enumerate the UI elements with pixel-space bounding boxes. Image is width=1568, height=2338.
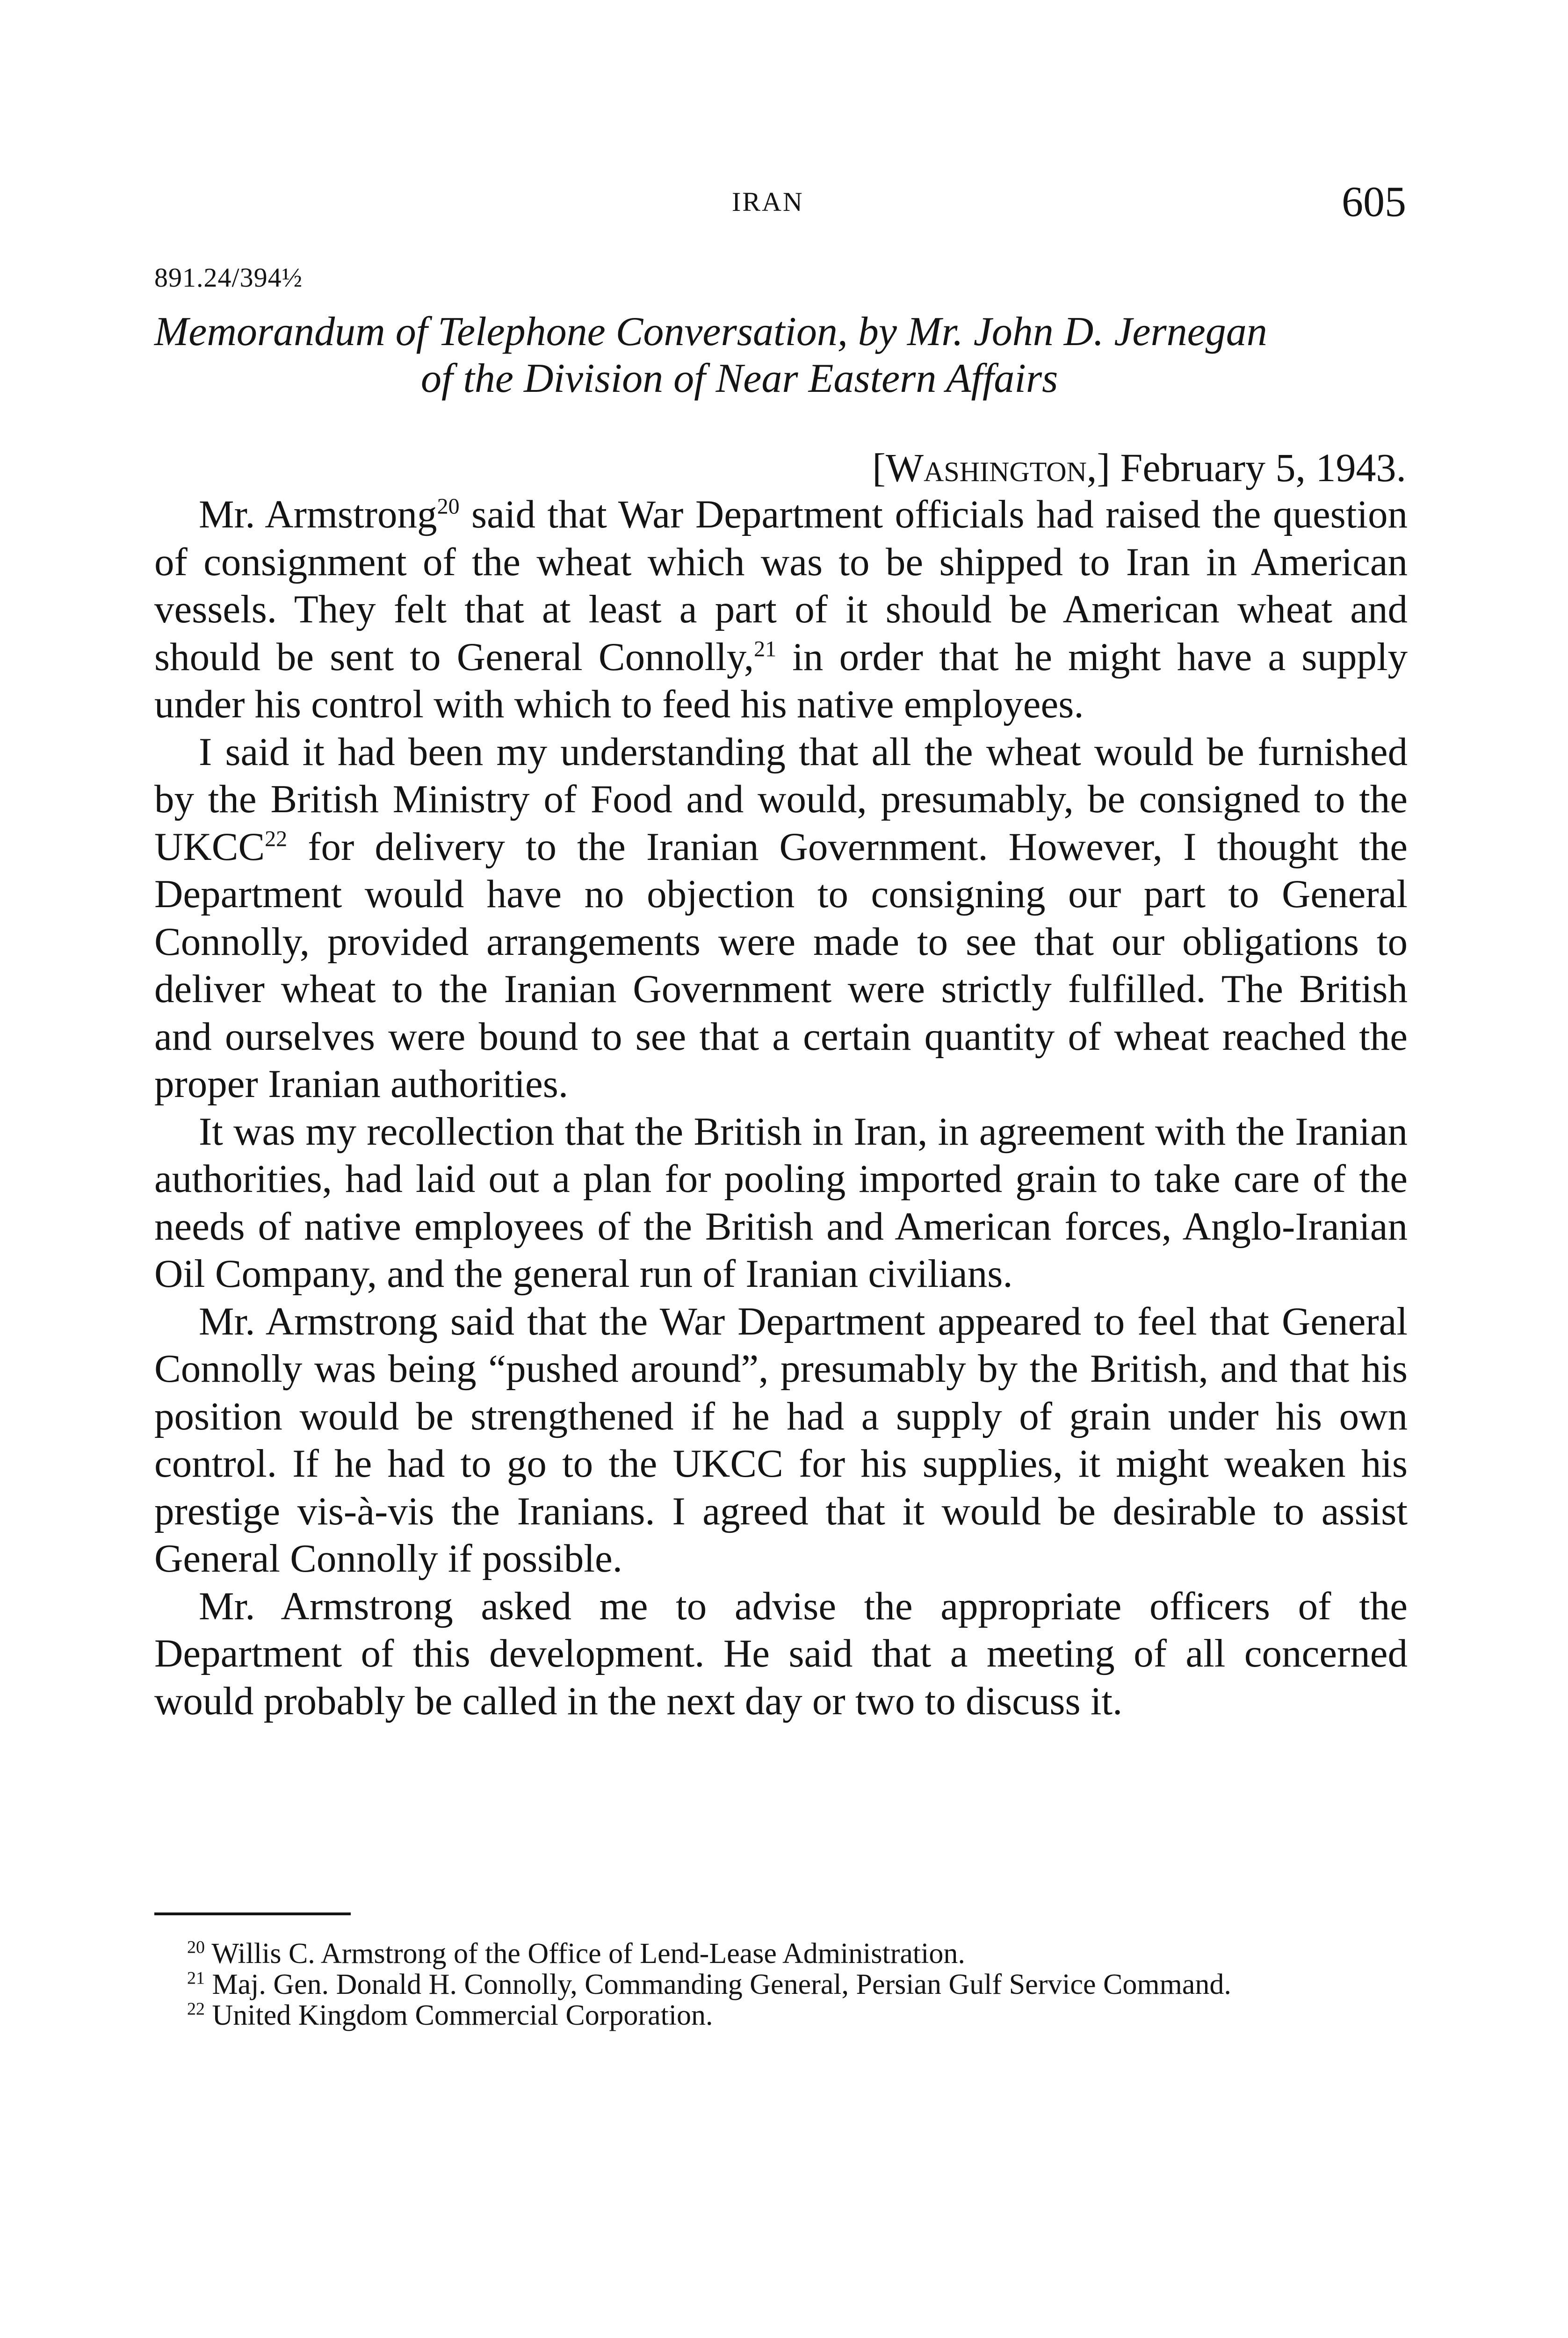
paragraph-3: It was my recollection that the British in Iran, in agreement with the Iranian authorities, had laid out a plan for pooling imported grain to take care of the needs of native employees of the British and American forces, Anglo-Iranian Oil Company, and the general run of Iranian civilians. (154, 1109, 1408, 1296)
footnote-text: United Kingdom Commercial Corporation. (212, 1999, 713, 2031)
dateline-place: [Washington,] (872, 445, 1111, 490)
footnote-ref-22: 22 (265, 826, 288, 851)
footnote-marker: 21 (187, 1968, 205, 1988)
document-title (154, 309, 1412, 402)
paragraph-5: Mr. Armstrong asked me to advise the appropriate officers of the Department of this development. He said that a meeting of all concerned would probably be called in the next day or two to discuss it. (154, 1584, 1408, 1723)
footnote-ref-21: 21 (754, 636, 777, 662)
paragraph-1-text-b: said that War Department officials had raised the question of consignment of the wheat which was to be shipped to Iran in American vessels. They felt that at least a part of it should be American wheat and should be sent to General Connolly, (154, 492, 1408, 679)
page-number: 605 (1342, 178, 1406, 225)
document-title-line-2: of the Division of Near Eastern Affairs (421, 356, 1058, 401)
footnote-divider (154, 1912, 351, 1915)
memorandum-body (154, 491, 1408, 1725)
footnote-marker: 20 (187, 1937, 205, 1957)
paragraph-1 (154, 491, 1408, 729)
paragraph-1-text-a: Mr. Armstrong (199, 492, 437, 536)
footnote-ref-20: 20 (437, 494, 460, 519)
dateline (872, 444, 1406, 491)
document-title-line-1: Memorandum of Telephone Conversation, by Mr. John D. Jernegan (154, 309, 1267, 354)
running-head (0, 177, 1568, 224)
footnote-20 (154, 1938, 1408, 1969)
footnotes (154, 1938, 1408, 2031)
paragraph-2-text-a: I said it had been my understanding that all the wheat would be furnished by the British Ministry of Food and would, presumably, be consigned to the UKCC (154, 729, 1408, 869)
footnote-21 (154, 1969, 1408, 2000)
paragraph-1-text-c: in order that he might have a supply under his control with which to feed his native employees. (154, 635, 1408, 726)
paragraph-2 (154, 729, 1408, 1108)
dateline-date: February 5, 1943. (1120, 445, 1406, 490)
footnote-text: Willis C. Armstrong of the Office of Lend-Lease Administration. (211, 1938, 965, 1970)
file-number: 891.24/394½ (154, 262, 303, 293)
running-head-title: IRAN (732, 187, 804, 217)
footnote-22 (154, 2000, 1408, 2031)
footnote-marker: 22 (187, 1999, 205, 2019)
paragraph-2-text-b: for delivery to the Iranian Government. However, I thought the Department would have no objection to consigning our part to General Connolly, provided arrangements were made to see that our obligations to deliver wheat to the Iranian Government were strictly fulfilled. The British and ourselves were bound to see that a certain quantity of wheat reached the proper Iranian authorities. (154, 824, 1408, 1106)
paragraph-4: Mr. Armstrong said that the War Department appeared to feel that General Connolly was being “pushed around”, presumably by the British, and that his position would be strengthened if he had a supply of grain under his own control. If he had to go to the UKCC for his supplies, it might weaken his prestige vis-à-vis the Iranians. I agreed that it would be desirable to assist General Connolly if possible. (154, 1299, 1408, 1580)
footnote-text: Maj. Gen. Donald H. Connolly, Commanding General, Persian Gulf Service Command. (212, 1969, 1231, 2000)
